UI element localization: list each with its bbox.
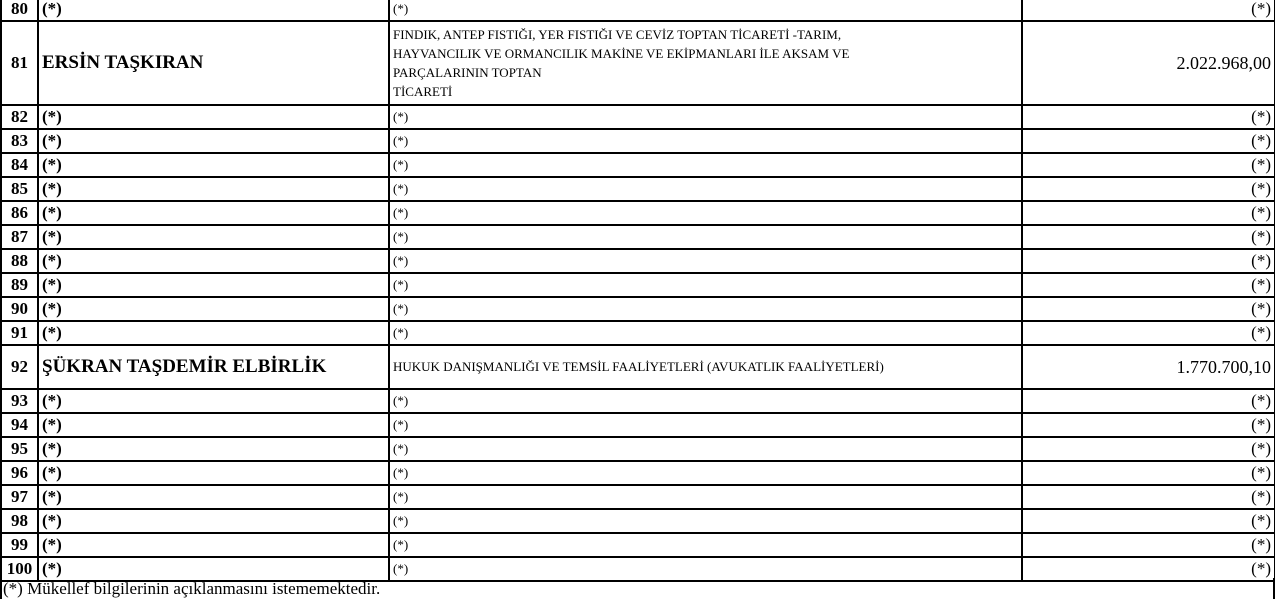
taxpayer-table-body <box>1 0 1275 581</box>
business-activity: (*) <box>389 177 1022 201</box>
taxpayer-name: (*) <box>38 413 389 437</box>
business-activity: (*) <box>389 557 1022 581</box>
table-row <box>1 485 1275 509</box>
taxpayer-name: (*) <box>38 485 389 509</box>
business-activity: (*) <box>389 0 1022 21</box>
amount: (*) <box>1022 557 1275 581</box>
row-number: 86 <box>1 201 38 225</box>
business-activity: (*) <box>389 225 1022 249</box>
table-row <box>1 177 1275 201</box>
business-activity: (*) <box>389 249 1022 273</box>
taxpayer-name: (*) <box>38 509 389 533</box>
row-number: 87 <box>1 225 38 249</box>
business-activity: HUKUK DANIŞMANLIĞI VE TEMSİL FAALİYETLERİ (AVUKATLIK FAALİYETLERİ) <box>389 345 1022 389</box>
row-number: 83 <box>1 129 38 153</box>
taxpayer-name: (*) <box>38 201 389 225</box>
amount: (*) <box>1022 153 1275 177</box>
taxpayer-name: (*) <box>38 389 389 413</box>
table-row <box>1 413 1275 437</box>
row-number: 100 <box>1 557 38 581</box>
business-activity: (*) <box>389 533 1022 557</box>
table-row <box>1 437 1275 461</box>
taxpayer-name: (*) <box>38 297 389 321</box>
amount: (*) <box>1022 485 1275 509</box>
table-row <box>1 129 1275 153</box>
row-number: 98 <box>1 509 38 533</box>
taxpayer-name: (*) <box>38 0 389 21</box>
row-number: 80 <box>1 0 38 21</box>
taxpayer-name: (*) <box>38 105 389 129</box>
table-row <box>1 461 1275 485</box>
amount: (*) <box>1022 249 1275 273</box>
table-row <box>1 533 1275 557</box>
taxpayer-name: (*) <box>38 177 389 201</box>
taxpayer-name: (*) <box>38 533 389 557</box>
business-activity: (*) <box>389 321 1022 345</box>
amount: (*) <box>1022 105 1275 129</box>
amount: 2.022.968,00 <box>1022 21 1275 105</box>
row-number: 96 <box>1 461 38 485</box>
table-row <box>1 21 1275 105</box>
table-row <box>1 321 1275 345</box>
row-number: 93 <box>1 389 38 413</box>
table-row <box>1 201 1275 225</box>
taxpayer-name: ŞÜKRAN TAŞDEMİR ELBİRLİK <box>38 345 389 389</box>
taxpayer-name: (*) <box>38 557 389 581</box>
business-activity: (*) <box>389 129 1022 153</box>
row-number: 82 <box>1 105 38 129</box>
taxpayer-name: (*) <box>38 321 389 345</box>
taxpayer-name: (*) <box>38 273 389 297</box>
table-row <box>1 153 1275 177</box>
row-number: 88 <box>1 249 38 273</box>
business-activity: (*) <box>389 389 1022 413</box>
business-activity: (*) <box>389 153 1022 177</box>
table-row <box>1 345 1275 389</box>
amount: (*) <box>1022 297 1275 321</box>
taxpayer-name: (*) <box>38 129 389 153</box>
table-row <box>1 249 1275 273</box>
table-row <box>1 0 1275 21</box>
amount: (*) <box>1022 129 1275 153</box>
taxpayer-name: ERSİN TAŞKIRAN <box>38 21 389 105</box>
business-activity: (*) <box>389 437 1022 461</box>
taxpayer-name: (*) <box>38 437 389 461</box>
row-number: 85 <box>1 177 38 201</box>
amount: (*) <box>1022 273 1275 297</box>
footnote: (*) Mükellef bilgilerinin açıklanmasını istememektedir. <box>0 578 1275 599</box>
business-activity: (*) <box>389 297 1022 321</box>
table-row <box>1 273 1275 297</box>
amount: (*) <box>1022 201 1275 225</box>
table-row <box>1 225 1275 249</box>
amount: (*) <box>1022 533 1275 557</box>
taxpayer-name: (*) <box>38 225 389 249</box>
activity-line: FINDIK, ANTEP FISTIĞI, YER FISTIĞI VE CEVİZ TOPTAN TİCARETİ -TARIM, <box>393 27 842 42</box>
amount: (*) <box>1022 177 1275 201</box>
amount: (*) <box>1022 321 1275 345</box>
amount: 1.770.700,10 <box>1022 345 1275 389</box>
amount: (*) <box>1022 0 1275 21</box>
table-row <box>1 389 1275 413</box>
row-number: 81 <box>1 21 38 105</box>
business-activity: (*) <box>389 509 1022 533</box>
row-number: 89 <box>1 273 38 297</box>
table-row <box>1 509 1275 533</box>
business-activity: (*) <box>389 105 1022 129</box>
row-number: 84 <box>1 153 38 177</box>
table-row <box>1 105 1275 129</box>
amount: (*) <box>1022 413 1275 437</box>
row-number: 92 <box>1 345 38 389</box>
row-number: 91 <box>1 321 38 345</box>
business-activity: (*) <box>389 273 1022 297</box>
row-number: 99 <box>1 533 38 557</box>
activity-line: PARÇALARININ TOPTAN <box>393 65 542 80</box>
activity-line: HAYVANCILIK VE ORMANCILIK MAKİNE VE EKİPMANLARI İLE AKSAM VE <box>393 46 850 61</box>
amount: (*) <box>1022 509 1275 533</box>
taxpayer-name: (*) <box>38 153 389 177</box>
amount: (*) <box>1022 461 1275 485</box>
table-row <box>1 297 1275 321</box>
taxpayer-name: (*) <box>38 249 389 273</box>
taxpayer-name: (*) <box>38 461 389 485</box>
business-activity: (*) <box>389 485 1022 509</box>
amount: (*) <box>1022 437 1275 461</box>
amount: (*) <box>1022 225 1275 249</box>
row-number: 95 <box>1 437 38 461</box>
row-number: 94 <box>1 413 38 437</box>
business-activity <box>389 21 1022 105</box>
amount: (*) <box>1022 389 1275 413</box>
business-activity: (*) <box>389 461 1022 485</box>
activity-line: TİCARETİ <box>393 84 453 99</box>
business-activity: (*) <box>389 201 1022 225</box>
row-number: 97 <box>1 485 38 509</box>
business-activity: (*) <box>389 413 1022 437</box>
row-number: 90 <box>1 297 38 321</box>
